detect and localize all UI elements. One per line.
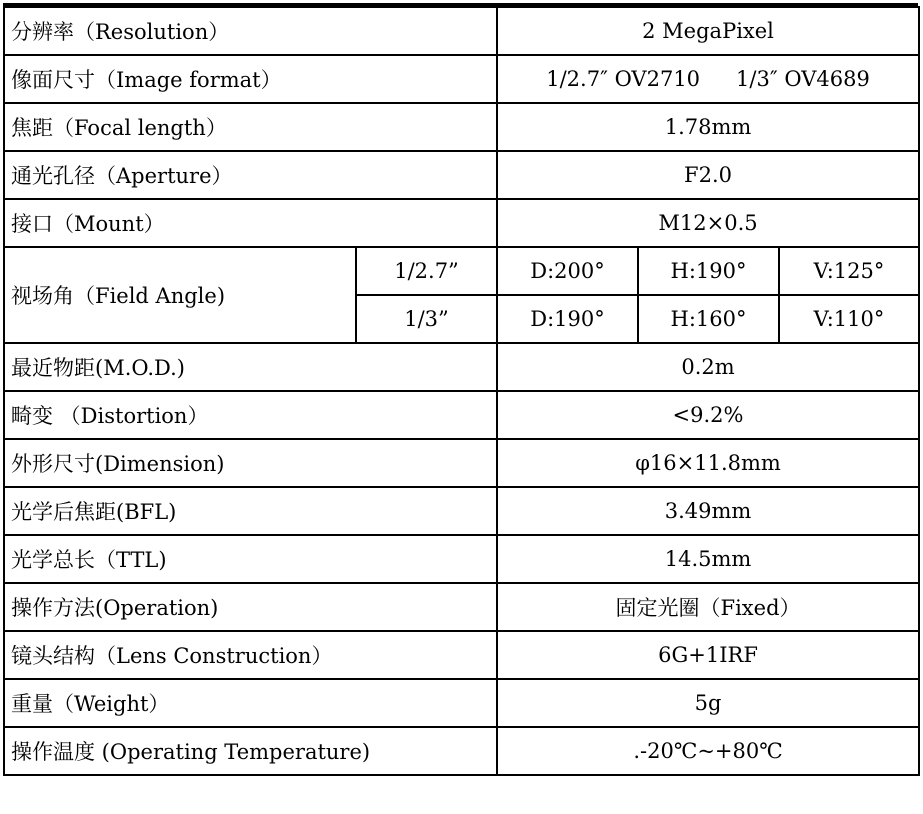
- table-row-weight: [4, 679, 919, 727]
- field-angle-h-2: H:160°: [638, 295, 779, 343]
- mount-value: M12×0.5: [497, 199, 919, 247]
- lens-construction-label: 镜头结构（Lens Construction）: [4, 631, 497, 679]
- ttl-value: 14.5mm: [497, 535, 919, 583]
- bfl-value: 3.49mm: [497, 487, 919, 535]
- table-row-lens-construction: [4, 631, 919, 679]
- ttl-label: 光学总长（TTL): [4, 535, 497, 583]
- field-angle-h-1: H:190°: [638, 247, 779, 295]
- operating-temperature-value: .-20℃~+80℃: [497, 727, 919, 775]
- field-angle-format-1: 1/2.7”: [356, 247, 497, 295]
- field-angle-label: 视场角（Field Angle): [4, 247, 356, 343]
- resolution-value: 2 MegaPixel: [497, 7, 919, 55]
- distortion-label: 畸变 （Distortion）: [4, 391, 497, 439]
- table-row-aperture: [4, 151, 919, 199]
- lens-spec-table: [3, 6, 920, 776]
- table-row-image-format: [4, 55, 919, 103]
- focal-length-label: 焦距（Focal length）: [4, 103, 497, 151]
- table-row-field-angle-1: [4, 247, 919, 295]
- field-angle-d-1: D:200°: [497, 247, 638, 295]
- aperture-value: F2.0: [497, 151, 919, 199]
- aperture-label: 通光孔径（Aperture）: [4, 151, 497, 199]
- table-row-mod: [4, 343, 919, 391]
- field-angle-v-1: V:125°: [779, 247, 919, 295]
- table-row-operating-temperature: [4, 727, 919, 775]
- weight-value: 5g: [497, 679, 919, 727]
- table-row-bfl: [4, 487, 919, 535]
- operation-value: 固定光圈（Fixed）: [497, 583, 919, 631]
- table-row-operation: [4, 583, 919, 631]
- focal-length-value: 1.78mm: [497, 103, 919, 151]
- table-row-focal-length: [4, 103, 919, 151]
- table-row-distortion: [4, 391, 919, 439]
- lens-construction-value: 6G+1IRF: [497, 631, 919, 679]
- distortion-value: <9.2%: [497, 391, 919, 439]
- mod-value: 0.2m: [497, 343, 919, 391]
- weight-label: 重量（Weight）: [4, 679, 497, 727]
- operating-temperature-label: 操作温度 (Operating Temperature): [4, 727, 497, 775]
- dimension-value: φ16×11.8mm: [497, 439, 919, 487]
- table-row-ttl: [4, 535, 919, 583]
- operation-label: 操作方法(Operation): [4, 583, 497, 631]
- table-row-dimension: [4, 439, 919, 487]
- table-row-mount: [4, 199, 919, 247]
- resolution-label: 分辨率（Resolution）: [4, 7, 497, 55]
- table-row-resolution: [4, 7, 919, 55]
- field-angle-v-2: V:110°: [779, 295, 919, 343]
- image-format-label: 像面尺寸（Image format）: [4, 55, 497, 103]
- image-format-value: [497, 55, 919, 103]
- mod-label: 最近物距(M.O.D.): [4, 343, 497, 391]
- field-angle-format-2: 1/3”: [356, 295, 497, 343]
- field-angle-d-2: D:190°: [497, 295, 638, 343]
- dimension-label: 外形尺寸(Dimension): [4, 439, 497, 487]
- bfl-label: 光学后焦距(BFL): [4, 487, 497, 535]
- image-format-value-b: 1/3″ OV4689: [736, 67, 870, 91]
- mount-label: 接口（Mount）: [4, 199, 497, 247]
- image-format-value-a: 1/2.7″ OV2710: [546, 67, 701, 91]
